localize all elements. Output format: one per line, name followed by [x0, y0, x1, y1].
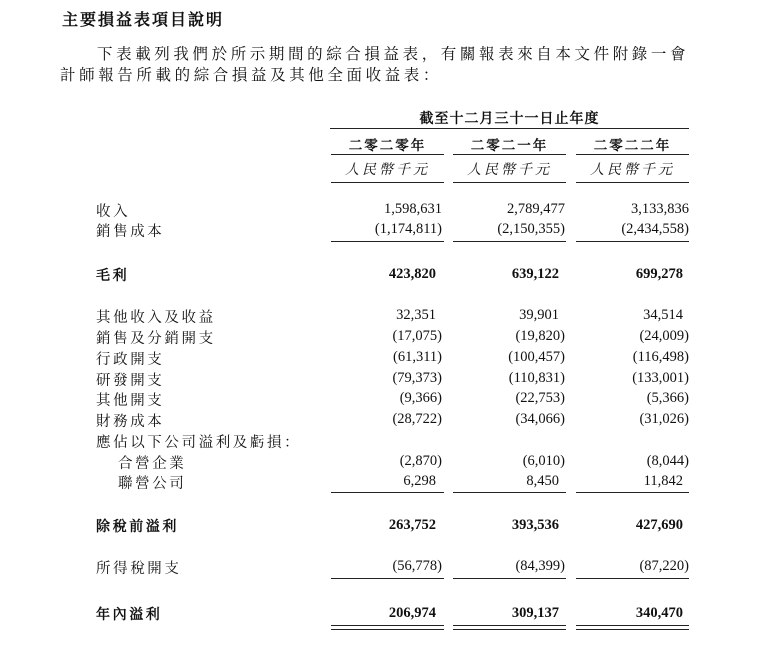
subtotal-rule — [453, 578, 566, 579]
unit-underline — [576, 182, 689, 183]
table-cell: (87,220) — [639, 558, 689, 574]
row-label-rd-expenses: 研發開支 — [96, 373, 165, 389]
subtotal-rule — [331, 578, 444, 579]
row-label-selling-expenses: 銷售及分銷開支 — [96, 331, 216, 347]
table-cell: 639,122 — [511, 266, 559, 282]
column-unit: 人民幣千元 — [590, 162, 675, 178]
subtotal-rule — [576, 241, 689, 242]
table-cell: (1,174,811) — [374, 221, 442, 237]
year-underline — [331, 154, 444, 155]
table-cell: 32,351 — [396, 307, 436, 323]
total-double-rule — [576, 625, 689, 630]
table-cell: 39,901 — [519, 307, 559, 323]
column-unit: 人民幣千元 — [467, 162, 552, 178]
row-label-profit-for-year: 年內溢利 — [96, 607, 163, 623]
table-cell: (17,075) — [392, 328, 442, 344]
period-underline — [330, 128, 689, 129]
table-cell: (2,150,355) — [497, 221, 565, 237]
column-unit: 人民幣千元 — [345, 162, 430, 178]
table-cell: 263,752 — [388, 517, 436, 533]
row-label-admin-expenses: 行政開支 — [96, 352, 165, 368]
table-cell: (56,778) — [392, 558, 442, 574]
table-cell: 309,137 — [511, 605, 559, 621]
total-double-rule — [331, 625, 444, 630]
table-cell: (34,066) — [515, 411, 565, 427]
row-label-cost-of-sales: 銷售成本 — [96, 224, 165, 240]
table-cell: (9,366) — [399, 390, 442, 406]
subtotal-rule — [453, 492, 566, 493]
row-label-other-income: 其他收入及收益 — [96, 310, 216, 326]
row-label-other-expenses: 其他開支 — [96, 393, 165, 409]
table-cell: 1,598,631 — [384, 201, 442, 217]
table-cell: (24,009) — [639, 328, 689, 344]
year-underline — [453, 154, 566, 155]
intro-line-2: 計師報告所載的綜合損益及其他全面收益表： — [60, 66, 443, 84]
column-year-2022: 二零二二年 — [593, 138, 672, 154]
table-cell: (31,026) — [639, 411, 689, 427]
period-header: 截至十二月三十一日止年度 — [419, 111, 600, 127]
intro-line-1: 下表載列我們於所示期間的綜合損益表，有關報表來自本文件附錄一會 — [97, 45, 690, 63]
table-cell: 34,514 — [643, 307, 683, 323]
row-label-associates: 聯營公司 — [118, 476, 187, 492]
table-cell: 11,842 — [643, 473, 683, 489]
row-label-joint-ventures: 合營企業 — [118, 456, 187, 472]
column-year-2021: 二零二一年 — [470, 138, 549, 154]
table-cell: (110,831) — [508, 370, 565, 386]
table-cell: (8,044) — [646, 453, 689, 469]
subtotal-rule — [576, 578, 689, 579]
subtotal-rule — [576, 492, 689, 493]
row-label-income-tax: 所得稅開支 — [96, 561, 182, 577]
table-cell: (116,498) — [632, 349, 689, 365]
year-underline — [576, 154, 689, 155]
row-label-revenue: 收入 — [96, 204, 131, 220]
table-cell: (2,870) — [399, 453, 442, 469]
subtotal-rule — [331, 241, 444, 242]
table-cell: (19,820) — [515, 328, 565, 344]
table-cell: 206,974 — [388, 605, 436, 621]
table-cell: (5,366) — [646, 390, 689, 406]
subtotal-rule — [453, 241, 566, 242]
row-label-profit-before-tax: 除稅前溢利 — [96, 519, 179, 535]
table-cell: 340,470 — [635, 605, 683, 621]
table-cell: (84,399) — [515, 558, 565, 574]
table-cell: 699,278 — [635, 266, 683, 282]
column-year-2020: 二零二零年 — [348, 138, 427, 154]
subtotal-rule — [331, 492, 444, 493]
table-cell: 6,298 — [403, 473, 436, 489]
section-heading: 主要損益表項目說明 — [62, 10, 225, 29]
table-cell: 2,789,477 — [507, 201, 565, 217]
table-cell: 8,450 — [526, 473, 559, 489]
row-label-gross-profit: 毛利 — [96, 268, 130, 284]
row-label-share-of-profits: 應佔以下公司溢利及虧損： — [96, 435, 302, 451]
intro-paragraph — [60, 44, 700, 86]
row-label-finance-costs: 財務成本 — [96, 414, 165, 430]
table-cell: (28,722) — [392, 411, 442, 427]
table-cell: (22,753) — [515, 390, 565, 406]
table-cell: (79,373) — [392, 370, 442, 386]
table-cell: (6,010) — [522, 453, 565, 469]
total-double-rule — [453, 625, 566, 630]
table-cell: (133,001) — [632, 370, 689, 386]
table-cell: 3,133,836 — [631, 201, 689, 217]
table-cell: 427,690 — [635, 517, 683, 533]
unit-underline — [331, 182, 444, 183]
table-cell: (100,457) — [508, 349, 565, 365]
unit-underline — [453, 182, 566, 183]
table-cell: (61,311) — [393, 349, 442, 365]
table-cell: 423,820 — [388, 266, 436, 282]
table-cell: (2,434,558) — [621, 221, 689, 237]
table-cell: 393,536 — [511, 517, 559, 533]
